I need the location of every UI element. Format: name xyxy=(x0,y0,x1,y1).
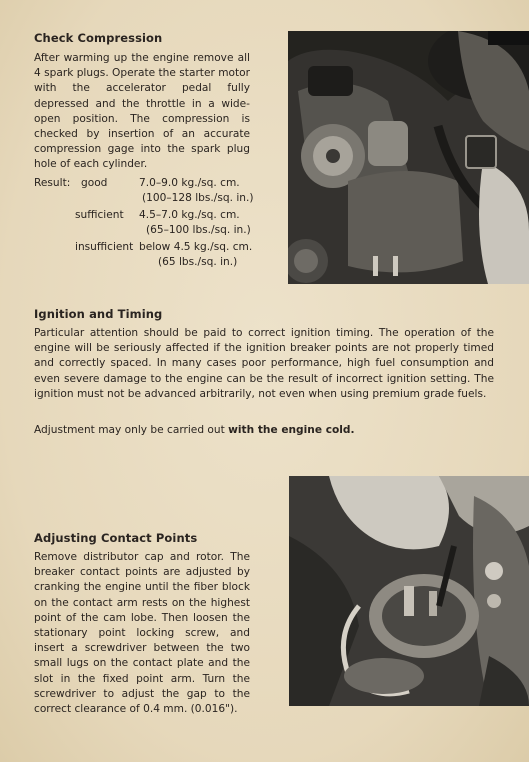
result-alt-good: (100–128 lbs./sq. in.) xyxy=(142,192,254,204)
distributor-photo-illustration xyxy=(289,476,529,706)
ignition-note-bold: with the engine cold. xyxy=(228,424,355,436)
result-alt-sufficient: (65–100 lbs./sq. in.) xyxy=(146,224,251,236)
contact-points-text: Remove distributor cap and rotor. The breaker contact points are adjusted by cranking the engine until the fiber block on the contact arm rests on the highest point of the cam lobe. Then loosen the stationary point locking screw, and insert a screwdriver between the two small lugs on the contact plate and the slot in the fixed point arm. Turn the screwdriver to adjust the gap to the correct clearance of 0.4 mm. (0.016"). xyxy=(34,551,250,716)
ignition-note-prefix: Adjustment may only be carried out xyxy=(34,424,229,436)
result-grade-insufficient: insufficient xyxy=(75,241,134,253)
contact-points-heading: Adjusting Contact Points xyxy=(34,531,198,545)
check-compression-text: After warming up the engine remove all 4 spark plugs. Operate the starter motor with the accelerator pedal fully depressed and the throttle in a wide-open position. The compression is checked by insertion of an accurate compression gage into the spark plug hole of each cylinder. xyxy=(34,52,250,171)
engine-photo-illustration xyxy=(288,31,529,284)
ignition-timing-heading: Ignition and Timing xyxy=(34,307,163,321)
result-grade-sufficient: sufficient xyxy=(75,209,124,221)
distributor-photo xyxy=(289,476,529,706)
engine-photo xyxy=(288,31,529,284)
ignition-timing-text: Particular attention should be paid to correct ignition timing. The operation of the engine will be seriously affected if the ignition breaker points are not properly timed and correctly spaced. In many cases poor performance, high fuel consumption and even severe damage to the engine can be the result of incorrect ignition setting. The ignition must not be advanced arbitrarily, not even when using premium grade fuels. xyxy=(34,327,494,400)
ignition-note xyxy=(34,423,494,438)
result-alt-insufficient: (65 lbs./sq. in.) xyxy=(158,256,238,268)
result-label: Result: xyxy=(34,177,71,189)
result-grade-good: good xyxy=(81,177,108,189)
result-value-insufficient: below 4.5 kg./sq. cm. xyxy=(139,241,253,253)
check-compression-heading: Check Compression xyxy=(34,31,163,45)
result-value-sufficient: 4.5–7.0 kg./sq. cm. xyxy=(139,209,240,221)
result-value-good: 7.0–9.0 kg./sq. cm. xyxy=(139,177,240,189)
